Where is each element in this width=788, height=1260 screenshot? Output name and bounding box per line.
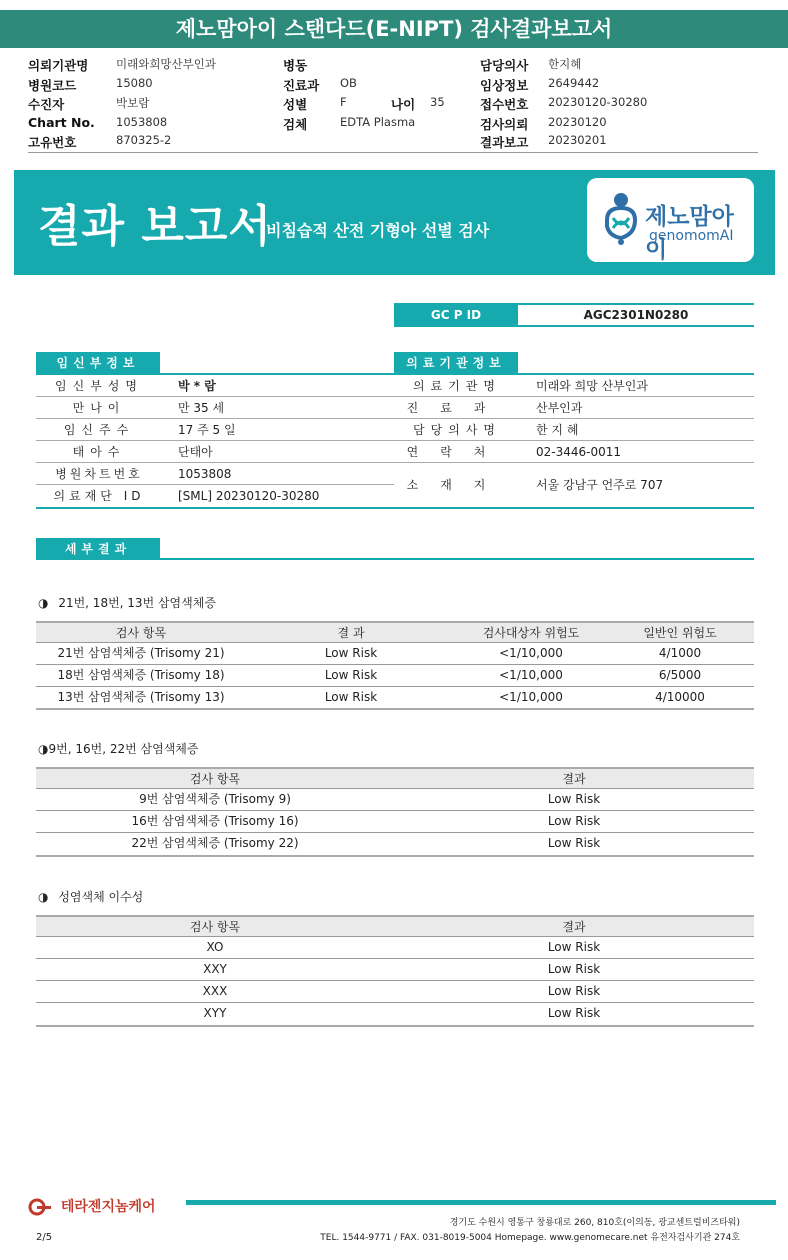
label-patient: 수진자: [28, 97, 65, 112]
institution-phone-value: 02-3446-0011: [536, 445, 622, 459]
pregnant-row-fetus: [36, 441, 394, 463]
header-info: [0, 52, 788, 152]
label-doctor: 담당의사: [480, 58, 529, 73]
section-end-line: [394, 507, 754, 509]
pregnant-row-chart: [36, 463, 394, 485]
table3-title-row: [38, 888, 143, 905]
cell-result: Low Risk: [547, 792, 601, 806]
cell-item: 18번 삼염색체증 (Trisomy 18): [57, 668, 225, 682]
table2-col-item: 검사 항목: [189, 772, 241, 786]
table-row: [36, 833, 754, 855]
table3-end-line: [36, 1025, 754, 1027]
page-number: 2/5: [36, 1232, 53, 1243]
label-dept: 진료과: [283, 78, 320, 93]
table1-col-subject-risk: 검사대상자 위험도: [482, 626, 580, 640]
institution-name-label: 의료기관명: [413, 379, 501, 393]
table3-col-item: 검사 항목: [189, 920, 241, 934]
cell-result: Low Risk: [547, 962, 601, 976]
value-receipt-no: 20230120-30280: [548, 95, 648, 109]
value-hospital-code: 15080: [116, 76, 153, 90]
label-hospital-code: 병원코드: [28, 78, 77, 93]
detail-results-tab: 세부결과: [36, 538, 160, 560]
cell-item: 13번 삼염색체증 (Trisomy 13): [57, 690, 225, 704]
cell-item: 9번 삼염색체증 (Trisomy 9): [139, 792, 291, 806]
value-institution: 미래와희망산부인과: [116, 57, 216, 71]
table1-col-general-risk: 일반인 위험도: [643, 626, 717, 640]
header-divider: [28, 152, 758, 153]
table2-title: 9번, 16번, 22번 삼염색체증: [48, 742, 199, 756]
label-clinical-info: 임상정보: [480, 78, 529, 93]
table-row: [36, 1003, 754, 1025]
label-ward: 병동: [283, 58, 308, 73]
institution-dept-value: 산부인과: [536, 401, 583, 415]
pregnant-row-name: [36, 375, 394, 397]
cell-subject-risk: <1/10,000: [499, 646, 563, 660]
table-row: [36, 687, 754, 709]
value-age: 35: [430, 95, 445, 109]
institution-doctor-value: 한 지 혜: [536, 423, 579, 437]
cell-item: XO: [206, 940, 224, 954]
detail-results-line: [36, 558, 754, 560]
table-row: [36, 665, 754, 687]
pregnant-row-weeks: [36, 419, 394, 441]
genomom-logo-icon: [597, 190, 647, 250]
brand-logo: [587, 178, 754, 262]
institution-dept-label: 진료과: [406, 401, 508, 415]
gcp-id-label: GC P ID: [394, 303, 518, 327]
table3-title: 성염색체 이수성: [58, 890, 144, 904]
gcp-id-value: AGC2301N0280: [518, 303, 754, 327]
value-sex: F: [340, 95, 347, 109]
value-specimen: EDTA Plasma: [340, 115, 416, 129]
banner-title: 결과 보고서: [38, 201, 272, 252]
pregnant-foundation-value: [SML] 20230120-30280: [178, 489, 320, 503]
value-request-date: 20230120: [548, 115, 607, 129]
table3-header: [36, 915, 754, 937]
cell-result: Low Risk: [547, 1006, 601, 1020]
table2-title-row: [38, 740, 198, 757]
table-row: [36, 981, 754, 1003]
cell-subject-risk: <1/10,000: [499, 668, 563, 682]
institution-address-value: 서울 강남구 언주로 707: [536, 478, 664, 492]
institution-row-phone: [394, 441, 754, 463]
cell-general-risk: 4/10000: [655, 690, 705, 704]
cell-result: Low Risk: [547, 940, 601, 954]
section-end-line: [36, 507, 394, 509]
table3-col-result: 결과: [562, 920, 586, 934]
institution-name-value: 미래와 희망 산부인과: [536, 379, 648, 393]
cell-item: 22번 삼염색체증 (Trisomy 22): [131, 836, 299, 850]
cell-result: Low Risk: [324, 646, 378, 660]
institution-row-address: [394, 474, 754, 496]
institution-doctor-label: 담당의사명: [413, 423, 501, 437]
half-circle-icon: ◑: [38, 596, 49, 610]
table1-end-line: [36, 708, 754, 710]
pregnant-name-value: 박 * 람: [178, 379, 216, 393]
cell-result: Low Risk: [547, 814, 601, 828]
table-row: [36, 937, 754, 959]
row-divider: [394, 462, 754, 463]
cell-item: XXY: [203, 962, 227, 976]
pregnant-name-label: 임신부성명: [55, 379, 143, 393]
value-doctor: 한지혜: [548, 57, 582, 71]
document-title: 제노맘아이 스탠다드(E-NIPT) 검사결과보고서: [0, 10, 788, 48]
label-sex: 성별: [283, 97, 308, 112]
cell-result: Low Risk: [324, 690, 378, 704]
footer-bar: [186, 1200, 776, 1205]
pregnant-weeks-label: 임신주수: [63, 423, 135, 437]
table1-title-row: [38, 594, 216, 611]
value-clinical-info: 2649442: [548, 76, 600, 90]
cell-result: Low Risk: [547, 836, 601, 850]
cell-item: XYY: [203, 1006, 227, 1020]
label-unique-no: 고유번호: [28, 135, 77, 150]
pregnant-fetus-label: 태아수: [72, 445, 126, 459]
table1-header: [36, 621, 754, 643]
value-dept: OB: [340, 76, 357, 90]
cell-subject-risk: <1/10,000: [499, 690, 563, 704]
institution-row-dept: [394, 397, 754, 419]
pregnant-age-label: 만나이: [72, 401, 126, 415]
label-institution: 의뢰기관명: [28, 58, 89, 73]
pregnant-foundation-label: 의료재단 ID: [53, 489, 145, 503]
table1-col-item: 검사 항목: [115, 626, 167, 640]
cell-general-risk: 6/5000: [658, 668, 702, 682]
cell-general-risk: 4/1000: [658, 646, 702, 660]
table2-end-line: [36, 855, 754, 857]
table1-title: 21번, 18번, 13번 삼염색체증: [58, 596, 216, 610]
half-circle-icon: ◑: [38, 742, 49, 756]
table1-col-result: 결 과: [337, 626, 365, 640]
table-row: [36, 643, 754, 665]
table-row: [36, 959, 754, 981]
institution-row-doctor: [394, 419, 754, 441]
pregnant-info-tab: 임신부정보: [36, 352, 160, 374]
pregnant-row-age: [36, 397, 394, 419]
report-banner: [14, 170, 775, 275]
cell-item: 21번 삼염색체증 (Trisomy 21): [57, 646, 225, 660]
logo-text-en: genomomAI: [649, 228, 734, 244]
pregnant-chart-value: 1053808: [178, 467, 232, 481]
cell-item: XXX: [202, 984, 228, 998]
label-request-date: 검사의뢰: [480, 117, 529, 132]
table-row: [36, 789, 754, 811]
value-report-date: 20230201: [548, 133, 607, 147]
institution-address-label: 소재지: [406, 478, 508, 492]
logo-text-ko: 제노맘아이: [645, 204, 734, 263]
cell-item: 16번 삼염색체증 (Trisomy 16): [131, 814, 299, 828]
label-report-date: 결과보고: [480, 135, 529, 150]
footer-contact: TEL. 1544-9771 / FAX. 031-8019-5004 Homepage. www.genomecare.net 유전자검사기관 274호: [320, 1233, 740, 1243]
value-chart-no: 1053808: [116, 115, 168, 129]
pregnant-row-foundation: [36, 485, 394, 507]
footer-company-name: 테라젠지놈케어: [60, 1199, 156, 1215]
table2-col-result: 결과: [562, 772, 586, 786]
pregnant-fetus-value: 단태아: [178, 445, 213, 459]
value-patient: 박보람: [116, 96, 150, 110]
label-age: 나이: [391, 97, 416, 112]
cell-result: Low Risk: [547, 984, 601, 998]
cell-result: Low Risk: [324, 668, 378, 682]
institution-row-name: [394, 375, 754, 397]
label-specimen: 검체: [283, 117, 308, 132]
terragen-logo-icon: [28, 1198, 56, 1216]
pregnant-age-value: 만 35 세: [178, 401, 225, 415]
pregnant-weeks-value: 17 주 5 일: [178, 423, 236, 437]
label-receipt-no: 접수번호: [480, 97, 529, 112]
footer-company-logo: [28, 1196, 156, 1216]
table2-header: [36, 767, 754, 789]
label-chart-no: Chart No.: [28, 115, 95, 130]
value-unique-no: 870325-2: [116, 133, 172, 147]
banner-subtitle: 비침습적 산전 기형아 선별 검사: [266, 221, 490, 240]
institution-phone-label: 연락처: [406, 445, 508, 459]
institution-info-tab: 의료기관정보: [394, 352, 518, 374]
pregnant-chart-label: 병원차트번호: [55, 467, 143, 481]
footer-address: 경기도 수원시 영통구 창룡대로 260, 810호(이의동, 광교센트럴비즈타워): [449, 1218, 740, 1228]
half-circle-icon: ◑: [38, 890, 49, 904]
table-row: [36, 811, 754, 833]
